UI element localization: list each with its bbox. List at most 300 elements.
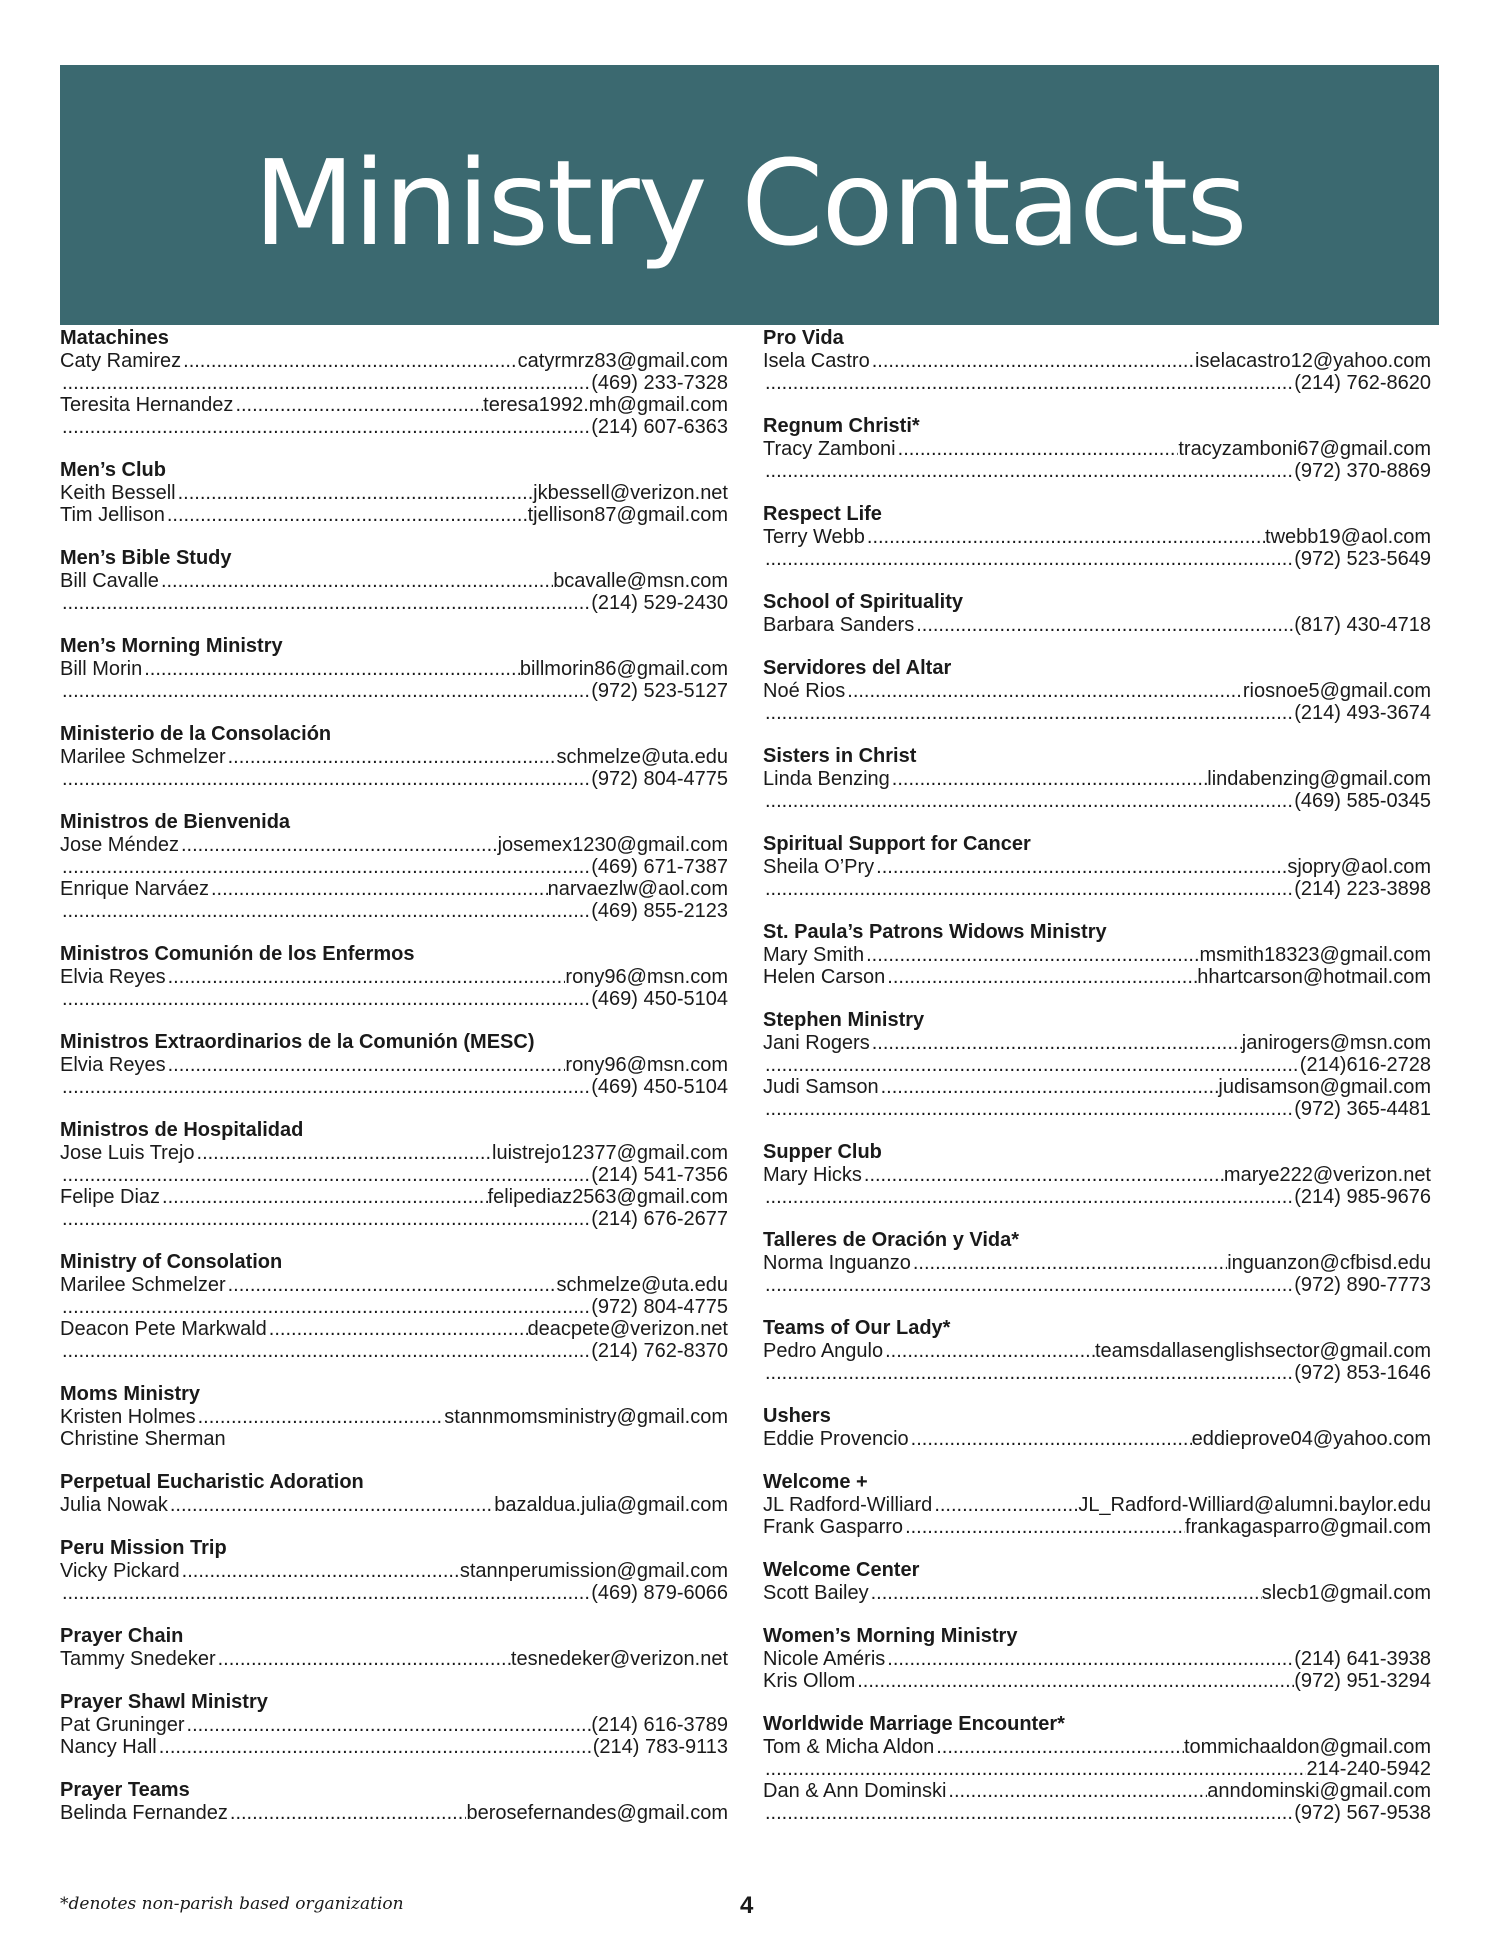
- ministry-section: [60, 1470, 728, 1516]
- contact-name: Pat Gruninger: [60, 1714, 185, 1736]
- ministry-section: [763, 832, 1431, 900]
- ministry-section: [60, 810, 728, 922]
- contact-info: (214) 783-9113: [592, 1736, 728, 1758]
- ministry-title: Ministros de Bienvenida: [60, 811, 291, 833]
- contact-info: janirogers@msn.com: [1241, 1032, 1431, 1054]
- contact-row: [763, 460, 1431, 482]
- ministry-title: Respect Life: [763, 503, 882, 525]
- contact-name: Linda Benzing: [763, 768, 890, 790]
- ministry-title: Men’s Club: [60, 459, 166, 481]
- ministry-title: Men’s Morning Ministry: [60, 635, 283, 657]
- dot-leader: [862, 1164, 1224, 1186]
- dot-leader: [909, 1428, 1192, 1450]
- ministry-section: [763, 1140, 1431, 1208]
- ministry-title: Supper Club: [763, 1141, 882, 1163]
- ministry-section: [763, 656, 1431, 724]
- contact-info: billmorin86@gmail.com: [519, 658, 728, 680]
- contact-row: [763, 1758, 1431, 1780]
- dot-leader: [157, 1736, 593, 1758]
- contact-name: Isela Castro: [763, 350, 870, 372]
- contact-row: [763, 856, 1431, 878]
- dot-leader: [874, 856, 1287, 878]
- dot-leader: [60, 416, 591, 438]
- contact-row: [763, 1362, 1431, 1384]
- contact-name: Vicky Pickard: [60, 1560, 180, 1582]
- ministry-section: [60, 1690, 728, 1758]
- ministry-section: [60, 458, 728, 526]
- contact-row: [763, 350, 1431, 372]
- ministry-section: [763, 502, 1431, 570]
- ministry-title: Prayer Teams: [60, 1779, 190, 1801]
- contact-row: [763, 680, 1431, 702]
- dot-leader: [763, 702, 1294, 724]
- contact-info: (214) 762-8370: [591, 1340, 728, 1362]
- ministry-title: Ushers: [763, 1405, 831, 1427]
- contact-info: inguanzon@cfbisd.edu: [1227, 1252, 1431, 1274]
- ministry-section: [763, 744, 1431, 812]
- contact-row: [763, 1186, 1431, 1208]
- contact-row: [763, 1054, 1431, 1076]
- contact-row: [60, 1076, 728, 1098]
- ministry-section: [60, 1250, 728, 1362]
- dot-leader: [60, 1164, 591, 1186]
- dot-leader: [763, 1758, 1306, 1780]
- dot-leader: [763, 878, 1294, 900]
- contact-row: [60, 988, 728, 1010]
- dot-leader: [185, 1714, 592, 1736]
- dot-leader: [763, 548, 1294, 570]
- dot-leader: [226, 1274, 557, 1296]
- contact-info: (469) 450-5104: [591, 988, 728, 1010]
- contact-info: lindabenzing@gmail.com: [1207, 768, 1431, 790]
- dot-leader: [763, 1186, 1294, 1208]
- contact-row: [763, 438, 1431, 460]
- contact-name: Tim Jellison: [60, 504, 165, 526]
- dot-leader: [60, 768, 591, 790]
- contact-info: teamsdallasenglishsector@gmail.com: [1095, 1340, 1431, 1362]
- ministry-section: [763, 326, 1431, 394]
- ministry-title: Welcome Center: [763, 1559, 920, 1581]
- contact-info: stannmomsministry@gmail.com: [444, 1406, 728, 1428]
- contact-name: Kris Ollom: [763, 1670, 856, 1692]
- contact-info: (469) 855-2123: [591, 900, 728, 922]
- ministry-title: Men’s Bible Study: [60, 547, 232, 569]
- ministry-title: Regnum Christi*: [763, 415, 920, 437]
- contact-name: Eddie Provencio: [763, 1428, 909, 1450]
- contact-name: Noé Rios: [763, 680, 846, 702]
- ministry-section: [763, 1712, 1431, 1824]
- dot-leader: [763, 1362, 1294, 1384]
- dot-leader: [763, 1274, 1294, 1296]
- ministry-title: Ministros Comunión de los Enfermos: [60, 943, 415, 965]
- dot-leader: [60, 856, 591, 878]
- contact-info: (972) 365-4481: [1294, 1098, 1431, 1120]
- ministry-section: [60, 1778, 728, 1824]
- contact-info: catyrmrz83@gmail.com: [517, 350, 728, 372]
- contact-name: Enrique Narváez: [60, 878, 209, 900]
- contact-info: felipediaz2563@gmail.com: [487, 1186, 728, 1208]
- contact-row: [763, 1098, 1431, 1120]
- contact-name: Tammy Snedeker: [60, 1648, 216, 1670]
- dot-leader: [179, 834, 498, 856]
- contact-row: [763, 614, 1431, 636]
- left-column: [60, 326, 728, 1844]
- contact-row: [60, 878, 728, 900]
- contact-info: twebb19@aol.com: [1265, 526, 1431, 548]
- contact-row: [60, 1208, 728, 1230]
- ministry-title: Stephen Ministry: [763, 1009, 925, 1031]
- contact-row: [763, 1516, 1431, 1538]
- contact-info: schmelze@uta.edu: [556, 1274, 728, 1296]
- contact-row: [60, 1340, 728, 1362]
- dot-leader: [166, 966, 566, 988]
- ministry-section: [763, 1008, 1431, 1120]
- dot-leader: [228, 1802, 467, 1824]
- contact-name: Mary Smith: [763, 944, 865, 966]
- ministry-section: [763, 1624, 1431, 1692]
- contact-row: [763, 944, 1431, 966]
- contact-info: (972) 951-3294: [1294, 1670, 1431, 1692]
- dot-leader: [60, 1582, 591, 1604]
- ministry-title: School of Spirituality: [763, 591, 964, 613]
- contact-row: [60, 416, 728, 438]
- contact-info: bazaldua.julia@gmail.com: [494, 1494, 728, 1516]
- dot-leader: [267, 1318, 528, 1340]
- ministry-section: [60, 1382, 728, 1450]
- ministry-section: [763, 590, 1431, 636]
- contact-row: [763, 1032, 1431, 1054]
- ministry-section: [60, 1030, 728, 1098]
- contact-row: [60, 1560, 728, 1582]
- contact-info: jkbessell@verizon.net: [533, 482, 728, 504]
- contact-name: Kristen Holmes: [60, 1406, 196, 1428]
- ministry-section: [60, 1624, 728, 1670]
- dot-leader: [763, 1098, 1294, 1120]
- dot-leader: [885, 1648, 1294, 1670]
- contact-name: Judi Samson: [763, 1076, 879, 1098]
- contact-info: (214) 541-7356: [591, 1164, 728, 1186]
- ministry-section: [60, 326, 728, 438]
- contact-info: (972) 567-9538: [1294, 1802, 1431, 1824]
- ministry-title: Moms Ministry: [60, 1383, 201, 1405]
- contact-name: Felipe Diaz: [60, 1186, 161, 1208]
- dot-leader: [166, 1054, 566, 1076]
- contact-row: [60, 1164, 728, 1186]
- contact-row: [763, 372, 1431, 394]
- contact-name: Dan & Ann Dominski: [763, 1780, 947, 1802]
- ministry-section: [763, 1558, 1431, 1604]
- footer-note: *denotes non-parish based organization: [60, 1894, 404, 1914]
- contact-row: [763, 1494, 1431, 1516]
- dot-leader: [879, 1076, 1219, 1098]
- contact-info: anndominski@gmail.com: [1207, 1780, 1431, 1802]
- dot-leader: [159, 570, 553, 592]
- contact-name: Marilee Schmelzer: [60, 1274, 226, 1296]
- ministry-title: St. Paula’s Patrons Widows Ministry: [763, 921, 1107, 943]
- dot-leader: [226, 746, 557, 768]
- ministry-title: Talleres de Oración y Vida*: [763, 1229, 1020, 1251]
- contact-row: [60, 350, 728, 372]
- contact-info: (469) 671-7387: [591, 856, 728, 878]
- ministry-section: [763, 920, 1431, 988]
- contact-info: tesnedeker@verizon.net: [510, 1648, 728, 1670]
- dot-leader: [946, 1780, 1207, 1802]
- contact-row: [763, 966, 1431, 988]
- page-number: 4: [740, 1892, 754, 1919]
- contact-info: riosnoe5@gmail.com: [1242, 680, 1431, 702]
- contact-name: Terry Webb: [763, 526, 865, 548]
- contact-info: frankagasparro@gmail.com: [1185, 1516, 1431, 1538]
- contact-info: stannperumission@gmail.com: [459, 1560, 728, 1582]
- contact-name: JL Radford-Williard: [763, 1494, 933, 1516]
- contact-row: [60, 1142, 728, 1164]
- contact-info: (214) 762-8620: [1294, 372, 1431, 394]
- contact-info: (214) 223-3898: [1294, 878, 1431, 900]
- dot-leader: [165, 504, 528, 526]
- contact-info: rony96@msn.com: [565, 966, 728, 988]
- contact-row: [763, 1340, 1431, 1362]
- contact-info: hhartcarson@hotmail.com: [1197, 966, 1431, 988]
- contact-name: Jani Rogers: [763, 1032, 870, 1054]
- contact-row: [763, 768, 1431, 790]
- contact-row: [763, 1582, 1431, 1604]
- contact-row: [60, 834, 728, 856]
- contact-info: marye222@verizon.net: [1223, 1164, 1431, 1186]
- contact-row: [763, 1780, 1431, 1802]
- contact-row: [763, 1736, 1431, 1758]
- contact-info: (972) 523-5127: [591, 680, 728, 702]
- contact-info: tjellison87@gmail.com: [527, 504, 728, 526]
- contact-row: [763, 1670, 1431, 1692]
- dot-leader: [763, 460, 1294, 482]
- contact-info: slecb1@gmail.com: [1261, 1582, 1431, 1604]
- dot-leader: [914, 614, 1294, 636]
- contact-info: sjopry@aol.com: [1287, 856, 1431, 878]
- dot-leader: [60, 1208, 591, 1230]
- ministry-title: Welcome +: [763, 1471, 868, 1493]
- ministry-section: [60, 942, 728, 1010]
- contact-name: Jose Luis Trejo: [60, 1142, 195, 1164]
- ministry-title: Matachines: [60, 327, 169, 349]
- ministry-title: Ministros de Hospitalidad: [60, 1119, 304, 1141]
- contact-row: [60, 746, 728, 768]
- contact-row: [60, 966, 728, 988]
- dot-leader: [195, 1142, 493, 1164]
- contact-info: (972) 804-4775: [591, 1296, 728, 1318]
- contact-info: berosefernandes@gmail.com: [466, 1802, 728, 1824]
- ministry-title: Ministerio de la Consolación: [60, 723, 332, 745]
- contact-info: narvaezlw@aol.com: [547, 878, 728, 900]
- dot-leader: [60, 1340, 591, 1362]
- ministry-title: Women’s Morning Ministry: [763, 1625, 1018, 1647]
- dot-leader: [60, 988, 591, 1010]
- contact-info: msmith18323@gmail.com: [1199, 944, 1431, 966]
- ministry-title: Ministros Extraordinarios de la Comunión (MESC): [60, 1031, 535, 1053]
- dot-leader: [233, 394, 483, 416]
- contact-info: iselacastro12@yahoo.com: [1195, 350, 1431, 372]
- contact-info: teresa1992.mh@gmail.com: [483, 394, 728, 416]
- ministry-title: Pro Vida: [763, 327, 844, 349]
- contact-info: (214) 529-2430: [591, 592, 728, 614]
- ministry-title: Sisters in Christ: [763, 745, 917, 767]
- contact-row: [60, 504, 728, 526]
- contact-name: Sheila O’Pry: [763, 856, 875, 878]
- ministry-title: Teams of Our Lady*: [763, 1317, 951, 1339]
- contact-name: Teresita Hernandez: [60, 394, 234, 416]
- contact-info: bcavalle@msn.com: [553, 570, 728, 592]
- dot-leader: [870, 1032, 1242, 1054]
- dot-leader: [911, 1252, 1227, 1274]
- contact-info: (469) 879-6066: [591, 1582, 728, 1604]
- contact-row: [763, 1076, 1431, 1098]
- contact-row: [60, 1296, 728, 1318]
- ministry-title: Spiritual Support for Cancer: [763, 833, 1031, 855]
- dot-leader: [209, 878, 548, 900]
- dot-leader: [60, 372, 591, 394]
- ministry-title: Ministry of Consolation: [60, 1251, 283, 1273]
- contact-row: [60, 570, 728, 592]
- contact-row: [60, 482, 728, 504]
- contact-row: [60, 1648, 728, 1670]
- contact-row: [60, 592, 728, 614]
- contact-row: [763, 1648, 1431, 1670]
- dot-leader: [176, 482, 534, 504]
- ministry-title: Worldwide Marriage Encounter*: [763, 1713, 1065, 1735]
- ministry-section: [763, 414, 1431, 482]
- contact-row: [60, 1428, 728, 1450]
- dot-leader: [181, 350, 518, 372]
- contact-name: Caty Ramirez: [60, 350, 182, 372]
- ministry-section: [60, 1118, 728, 1230]
- contact-name: Julia Nowak: [60, 1494, 168, 1516]
- contact-row: [60, 1802, 728, 1824]
- ministry-title: Perpetual Eucharistic Adoration: [60, 1471, 364, 1493]
- title-banner: [60, 65, 1439, 325]
- ministry-title: Prayer Shawl Ministry: [60, 1691, 268, 1713]
- contact-row: [763, 790, 1431, 812]
- ministry-title: Prayer Chain: [60, 1625, 184, 1647]
- dot-leader: [142, 658, 520, 680]
- dot-leader: [855, 1670, 1294, 1692]
- dot-leader: [865, 526, 1265, 548]
- dot-leader: [870, 350, 1195, 372]
- contact-info: JL_Radford-Williard@alumni.baylor.edu: [1078, 1494, 1431, 1516]
- contact-row: [763, 548, 1431, 570]
- contact-row: [60, 1494, 728, 1516]
- contact-row: [60, 680, 728, 702]
- dot-leader: [932, 1494, 1078, 1516]
- dot-leader: [160, 1186, 488, 1208]
- dot-leader: [216, 1648, 511, 1670]
- contact-name: Nicole Améris: [763, 1648, 886, 1670]
- contact-info: luistrejo12377@gmail.com: [492, 1142, 728, 1164]
- contact-name: Deacon Pete Markwald: [60, 1318, 267, 1340]
- ministry-section: [60, 722, 728, 790]
- contact-info: (214) 985-9676: [1294, 1186, 1431, 1208]
- contact-name: Barbara Sanders: [763, 614, 915, 636]
- contact-info: (469) 450-5104: [591, 1076, 728, 1098]
- dot-leader: [763, 372, 1294, 394]
- contact-info: (214) 676-2677: [591, 1208, 728, 1230]
- contact-name: Belinda Fernandez: [60, 1802, 228, 1824]
- contact-info: josemex1230@gmail.com: [497, 834, 728, 856]
- contact-info: eddieprove04@yahoo.com: [1191, 1428, 1431, 1450]
- contact-row: [60, 394, 728, 416]
- dot-leader: [763, 1054, 1300, 1076]
- contact-row: [763, 702, 1431, 724]
- dot-leader: [864, 944, 1199, 966]
- contact-info: tracyzamboni67@gmail.com: [1178, 438, 1431, 460]
- contact-row: [60, 900, 728, 922]
- contact-info: (972) 890-7773: [1294, 1274, 1431, 1296]
- ministry-section: [763, 1404, 1431, 1450]
- contact-name: Pedro Angulo: [763, 1340, 884, 1362]
- contact-name: Mary Hicks: [763, 1164, 862, 1186]
- contact-name: Elvia Reyes: [60, 966, 166, 988]
- contact-name: Jose Méndez: [60, 834, 179, 856]
- contact-name: Norma Inguanzo: [763, 1252, 911, 1274]
- contact-info: (214) 493-3674: [1294, 702, 1431, 724]
- dot-leader: [896, 438, 1179, 460]
- contact-name: Keith Bessell: [60, 482, 176, 504]
- contact-row: [60, 1714, 728, 1736]
- contact-row: [60, 856, 728, 878]
- dot-leader: [60, 1076, 591, 1098]
- contact-name: Bill Morin: [60, 658, 143, 680]
- contact-row: [60, 658, 728, 680]
- ministry-title: Servidores del Altar: [763, 657, 952, 679]
- contact-name: Tom & Micha Aldon: [763, 1736, 935, 1758]
- contact-info: rony96@msn.com: [565, 1054, 728, 1076]
- contact-name: Christine Sherman: [60, 1428, 226, 1450]
- contact-row: [60, 1186, 728, 1208]
- contact-info: (972) 853-1646: [1294, 1362, 1431, 1384]
- contact-name: Scott Bailey: [763, 1582, 869, 1604]
- contact-row: [763, 1164, 1431, 1186]
- contact-info: judisamson@gmail.com: [1218, 1076, 1431, 1098]
- contact-name: Nancy Hall: [60, 1736, 157, 1758]
- dot-leader: [60, 1296, 591, 1318]
- dot-leader: [934, 1736, 1184, 1758]
- contact-info: (469) 233-7328: [591, 372, 728, 394]
- ministry-section: [60, 546, 728, 614]
- dot-leader: [180, 1560, 460, 1582]
- ministry-section: [763, 1470, 1431, 1538]
- ministry-section: [763, 1228, 1431, 1296]
- contact-info: (817) 430-4718: [1294, 614, 1431, 636]
- right-column: [763, 326, 1431, 1844]
- dot-leader: [885, 966, 1197, 988]
- contact-row: [60, 1406, 728, 1428]
- ministry-title: Peru Mission Trip: [60, 1537, 227, 1559]
- dot-leader: [763, 790, 1294, 812]
- contact-row: [60, 1274, 728, 1296]
- contact-row: [60, 1054, 728, 1076]
- contact-info: (972) 370-8869: [1294, 460, 1431, 482]
- ministry-section: [763, 1316, 1431, 1384]
- contact-info: schmelze@uta.edu: [556, 746, 728, 768]
- contact-name: Marilee Schmelzer: [60, 746, 226, 768]
- contact-info: 214-240-5942: [1306, 1758, 1431, 1780]
- page-title: Ministry Contacts: [253, 134, 1246, 272]
- contact-info: (972) 523-5649: [1294, 548, 1431, 570]
- contact-name: Tracy Zamboni: [763, 438, 896, 460]
- dot-leader: [763, 1802, 1294, 1824]
- contact-row: [60, 1736, 728, 1758]
- dot-leader: [168, 1494, 494, 1516]
- contact-row: [763, 1802, 1431, 1824]
- dot-leader: [903, 1516, 1185, 1538]
